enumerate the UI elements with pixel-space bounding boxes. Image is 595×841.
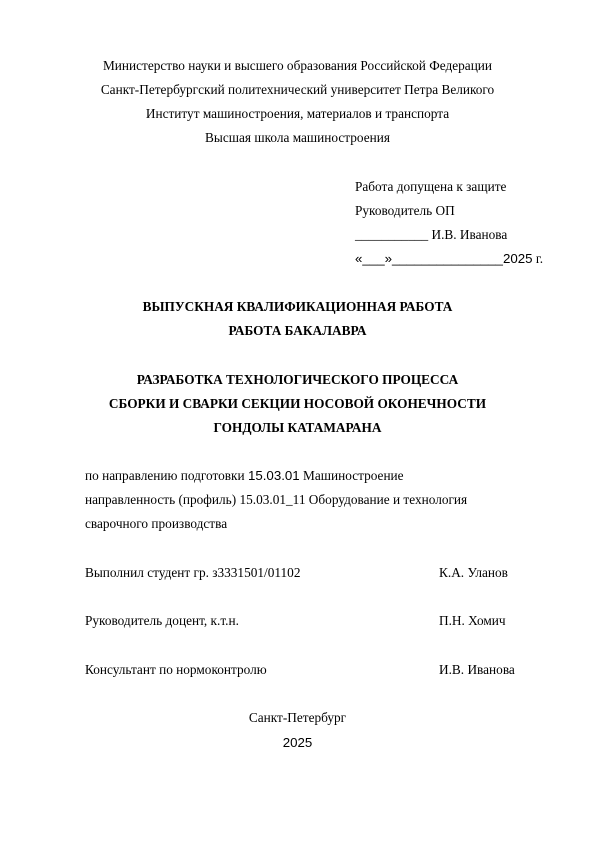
institute-line: Институт машиностроения, материалов и транспорта xyxy=(145,106,450,121)
date-close-quote: » xyxy=(384,251,392,266)
topic-line-1: РАЗРАБОТКА ТЕХНОЛОГИЧЕСКОГО ПРОЦЕССА xyxy=(136,372,459,387)
approval-signature xyxy=(355,228,507,241)
profile-line-1: направленность (профиль) 15.03.01_11 Оборудование и технология xyxy=(85,492,468,507)
supervisor-role: Руководитель доцент, к.т.н. xyxy=(85,613,239,628)
university-line: Санкт-Петербургский политехнический университет Петра Великого xyxy=(100,82,495,97)
ministry-line: Министерство науки и высшего образования Российской Федерации xyxy=(102,58,493,73)
approval-date xyxy=(355,252,543,265)
date-day-blank: ___ xyxy=(362,251,385,266)
work-type-title: ВЫПУСКНАЯ КВАЛИФИКАЦИОННАЯ РАБОТА xyxy=(142,299,453,314)
topic-line-3: ГОНДОЛЫ КАТАМАРАНА xyxy=(213,420,382,435)
work-type-subtitle: РАБОТА БАКАЛАВРА xyxy=(228,323,367,338)
footer-year: 2025 xyxy=(282,735,313,750)
direction-prefix: по направлению подготовки xyxy=(85,468,248,483)
date-open-quote: « xyxy=(355,251,363,266)
school-line: Высшая школа машиностроения xyxy=(205,130,390,145)
normcontrol-name: И.В. Иванова xyxy=(439,662,515,677)
direction-code: 15.03.01 xyxy=(247,468,300,483)
date-month-blank: _______________ xyxy=(392,251,503,266)
signature-blank: ___________ xyxy=(355,227,429,242)
direction-name: Машиностроение xyxy=(299,468,404,483)
normcontrol-role: Консультант по нормоконтролю xyxy=(85,662,267,677)
footer-city: Санкт-Петербург xyxy=(248,710,347,725)
approval-head-of-program: Руководитель ОП xyxy=(355,203,455,218)
profile-line-2: сварочного производства xyxy=(85,516,228,531)
student-role: Выполнил студент гр. з3331501/01102 xyxy=(85,565,301,580)
student-name: К.А. Уланов xyxy=(439,565,508,580)
topic-line-2: СБОРКИ И СВАРКИ СЕКЦИИ НОСОВОЙ ОКОНЕЧНОСТИ xyxy=(108,396,487,411)
supervisor-name: П.Н. Хомич xyxy=(439,613,506,628)
date-suffix: г. xyxy=(532,251,544,266)
approval-line: Работа допущена к защите xyxy=(355,179,507,194)
approval-signer-name: И.В. Иванова xyxy=(428,227,508,242)
direction-line xyxy=(85,469,404,482)
date-year: 2025 xyxy=(502,251,533,266)
